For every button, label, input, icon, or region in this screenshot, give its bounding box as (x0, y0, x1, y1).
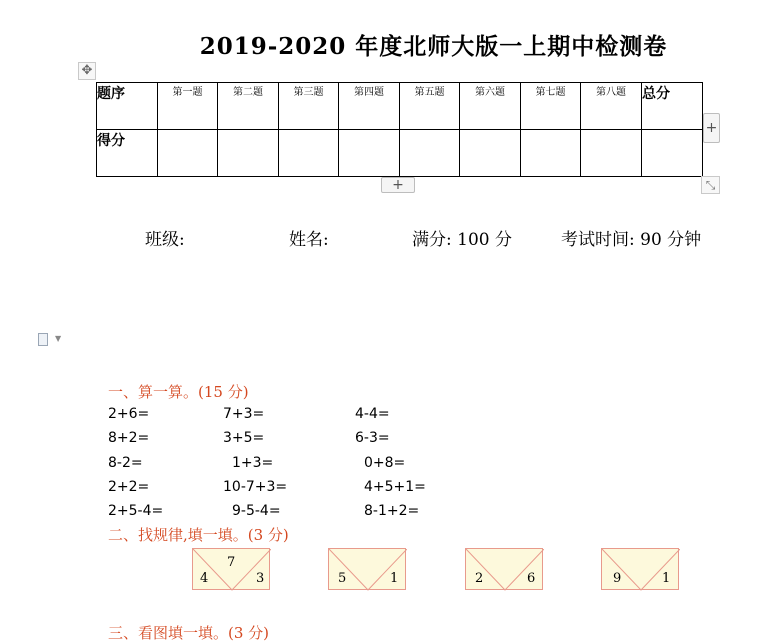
calc-item: 6-3= (355, 430, 390, 446)
pattern-left-number: 2 (475, 571, 484, 586)
table-move-handle-icon[interactable]: ✥ (78, 62, 96, 80)
full-marks-text: 满分: 100 分 (412, 230, 512, 250)
pattern-left-number: 9 (613, 571, 622, 586)
question-6-cell[interactable]: 第六题 (460, 83, 521, 130)
exam-time-text: 考试时间: 90 分钟 (561, 230, 702, 250)
question-7-cell[interactable]: 第七题 (521, 83, 581, 130)
pattern-right-number: 6 (527, 571, 536, 586)
class-label: 班级: (145, 230, 185, 250)
add-row-icon[interactable]: + (381, 177, 415, 193)
score-cell[interactable] (581, 130, 642, 177)
calc-item: 4-4= (355, 406, 390, 422)
calc-item: 1+3= (232, 455, 274, 471)
total-score-cell[interactable] (642, 130, 703, 177)
add-column-icon[interactable]: + (703, 113, 720, 143)
calc-item: 8+2= (108, 430, 150, 446)
calc-item: 9-5-4= (232, 503, 281, 519)
pattern-box-1 (192, 548, 270, 590)
row-header-question[interactable]: 题序 (97, 83, 158, 130)
score-cell[interactable] (158, 130, 218, 177)
pattern-right-number: 3 (256, 571, 265, 586)
document-title: 2019-2020 年度北师大版一上期中检测卷 (199, 33, 668, 60)
question-3-cell[interactable]: 第三题 (279, 83, 339, 130)
total-header-cell[interactable]: 总分 (642, 83, 703, 130)
pattern-left-number: 4 (200, 571, 209, 586)
calc-item: 2+2= (108, 479, 150, 495)
calc-item: 3+5= (223, 430, 265, 446)
row-header-score[interactable]: 得分 (97, 130, 158, 177)
question-8-cell[interactable]: 第八题 (581, 83, 642, 130)
score-cell[interactable] (400, 130, 460, 177)
pattern-box-2 (328, 548, 406, 590)
document-icon[interactable] (38, 333, 48, 346)
table-score-row (97, 130, 703, 177)
section-1-heading: 一、算一算。(15 分) (108, 383, 249, 401)
pattern-box-4 (601, 548, 679, 590)
pattern-right-number: 1 (390, 571, 399, 586)
dropdown-caret-icon[interactable]: ▼ (55, 334, 62, 343)
question-1-cell[interactable]: 第一题 (158, 83, 218, 130)
table-resize-icon[interactable]: ⤡ (701, 176, 720, 194)
table-header-row (97, 83, 703, 130)
score-cell[interactable] (521, 130, 581, 177)
question-2-cell[interactable]: 第二题 (218, 83, 279, 130)
calc-item: 10-7+3= (223, 479, 288, 495)
name-label: 姓名: (289, 230, 329, 250)
score-cell[interactable] (339, 130, 400, 177)
section-3-heading: 三、看图填一填。(3 分) (108, 624, 270, 642)
calc-item: 2+6= (108, 406, 150, 422)
question-4-cell[interactable]: 第四题 (339, 83, 400, 130)
section-2-heading: 二、找规律,填一填。(3 分) (108, 526, 289, 544)
score-table (96, 82, 703, 177)
calc-item: 2+5-4= (108, 503, 164, 519)
calc-item: 8-1+2= (364, 503, 420, 519)
pattern-top-number: 7 (227, 555, 236, 570)
score-cell[interactable] (279, 130, 339, 177)
pattern-left-number: 5 (338, 571, 347, 586)
calc-item: 0+8= (364, 455, 406, 471)
calc-item: 4+5+1= (364, 479, 426, 495)
question-5-cell[interactable]: 第五题 (400, 83, 460, 130)
pattern-right-number: 1 (662, 571, 671, 586)
calc-item: 8-2= (108, 455, 143, 471)
score-cell[interactable] (218, 130, 279, 177)
calc-item: 7+3= (223, 406, 265, 422)
pattern-box-3 (465, 548, 543, 590)
score-cell[interactable] (460, 130, 521, 177)
